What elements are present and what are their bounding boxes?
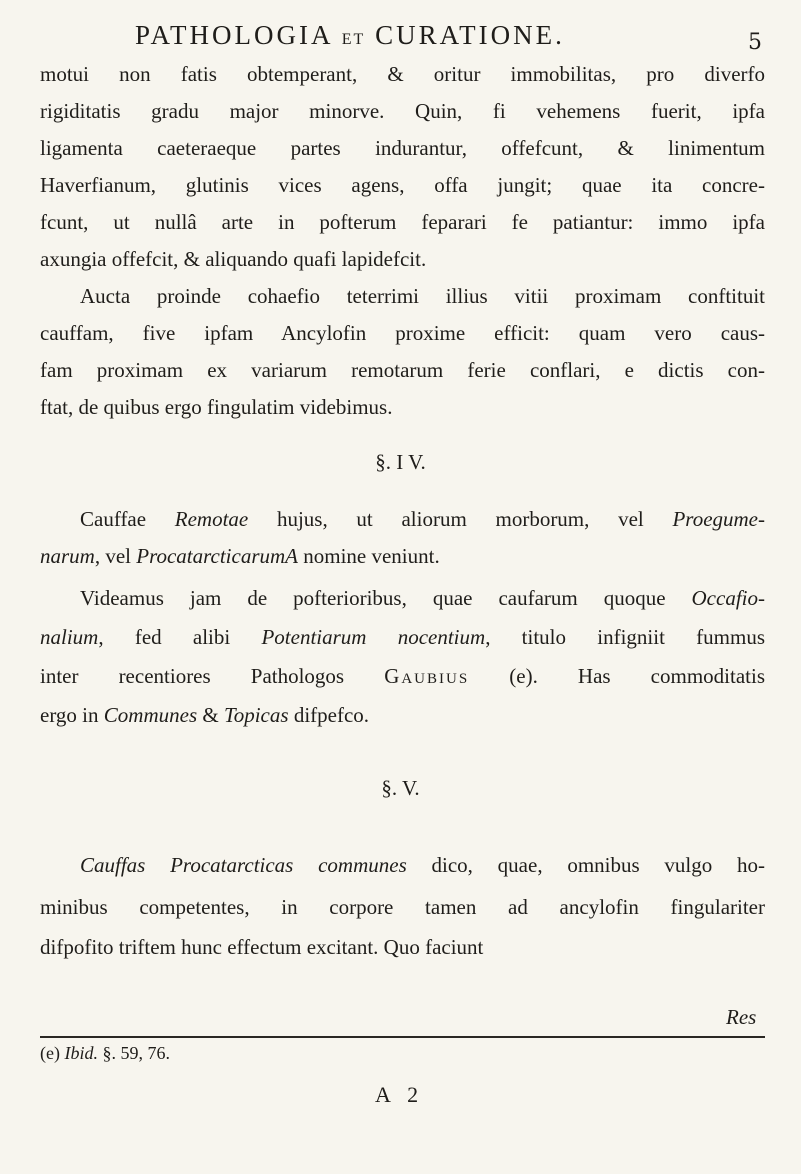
text-run: inter recentiores Pathologos bbox=[40, 664, 385, 688]
section-heading: §. V. bbox=[381, 776, 420, 800]
italic-term: narum bbox=[40, 544, 95, 568]
text-line: ftat, de quibus ergo fingulatim videbimus. bbox=[40, 395, 393, 419]
text-run: (e). Has commoditatis bbox=[469, 664, 765, 688]
signature-mark: A 2 bbox=[375, 1082, 425, 1107]
text-line bbox=[40, 662, 765, 690]
text-run: nomine veniunt. bbox=[298, 544, 440, 568]
italic-term: Proegume- bbox=[672, 507, 765, 531]
text-line bbox=[40, 542, 765, 570]
header-title-left: PATHOLOGIA bbox=[135, 20, 333, 50]
italic-term: nalium bbox=[40, 625, 99, 649]
text-run: , titulo infigniit fummus bbox=[485, 625, 766, 649]
text-run: difpefco. bbox=[288, 703, 370, 727]
italic-term: Communes bbox=[103, 703, 198, 727]
text-run: dico, quae, omnibus vulgo ho- bbox=[406, 853, 766, 877]
footnote-text: §. 59, 76. bbox=[97, 1043, 170, 1063]
text-run: & bbox=[197, 703, 224, 727]
text-line: Haverfianum, glutinis vices agens, offa jungit; quae ita concre- bbox=[40, 173, 765, 197]
text-line: axungia offefcit, & aliquando quafi lapidefcit. bbox=[40, 247, 427, 271]
text-line: motui non fatis obtemperant, & oritur immobilitas, pro diverfo bbox=[40, 62, 765, 86]
author-name: Gaubius bbox=[384, 664, 470, 688]
text-line: cauffam, five ipfam Ancylofin proxime efficit: quam vero caus- bbox=[40, 321, 765, 345]
text-line: fcunt, ut nullâ arte in pofterum feparari fe patiantur: immo ipfa bbox=[40, 210, 765, 234]
text-line: ligamenta caeteraeque partes indurantur, offefcunt, & linimentum bbox=[40, 136, 765, 160]
italic-term: Cauffas Procatarcticas communes bbox=[80, 853, 407, 877]
italic-term: Remotae bbox=[174, 507, 249, 531]
italic-term: Potentiarum nocentium bbox=[261, 625, 486, 649]
italic-term: Occafio- bbox=[691, 586, 765, 610]
text-run: hujus, ut aliorum morborum, vel bbox=[248, 507, 673, 531]
italic-term: ProcatarcticarumA bbox=[136, 544, 298, 568]
text-run: Videamus jam de pofterioribus, quae caufarum quoque bbox=[80, 586, 692, 610]
text-line: difpofito triftem hunc effectum excitant. Quo faciunt bbox=[40, 935, 484, 959]
footnote-mark: (e) bbox=[40, 1043, 60, 1063]
text-line bbox=[80, 584, 765, 612]
text-run: , fed alibi bbox=[98, 625, 262, 649]
italic-term: Topicas bbox=[223, 703, 289, 727]
text-line: rigiditatis gradu major minorve. Quin, fi vehemens fuerit, ipfa bbox=[40, 99, 765, 123]
section-heading: §. I V. bbox=[375, 450, 426, 474]
text-line bbox=[80, 851, 765, 879]
text-line bbox=[40, 623, 765, 651]
running-header bbox=[135, 20, 705, 51]
page-number: 5 bbox=[748, 30, 762, 55]
footnote-ref: Ibid. bbox=[64, 1043, 98, 1063]
text-line: fam proximam ex variarum remotarum ferie conflari, e dictis con- bbox=[40, 358, 765, 382]
text-run: , vel bbox=[94, 544, 137, 568]
text-run: Cauffae bbox=[80, 507, 175, 531]
header-title-mid: ET bbox=[341, 31, 366, 48]
text-run: ergo in bbox=[40, 703, 104, 727]
text-line: Aucta proinde cohaefio teterrimi illius vitii proximam conftituit bbox=[80, 284, 765, 308]
footnote bbox=[40, 1043, 170, 1064]
text-line bbox=[80, 505, 765, 533]
header-title-right: CURATIONE. bbox=[375, 20, 565, 50]
text-line bbox=[40, 701, 765, 729]
text-line: minibus competentes, in corpore tamen ad ancylofin fingulariter bbox=[40, 895, 765, 919]
footnote-rule bbox=[40, 1036, 765, 1038]
catchword: Res bbox=[726, 1005, 757, 1029]
